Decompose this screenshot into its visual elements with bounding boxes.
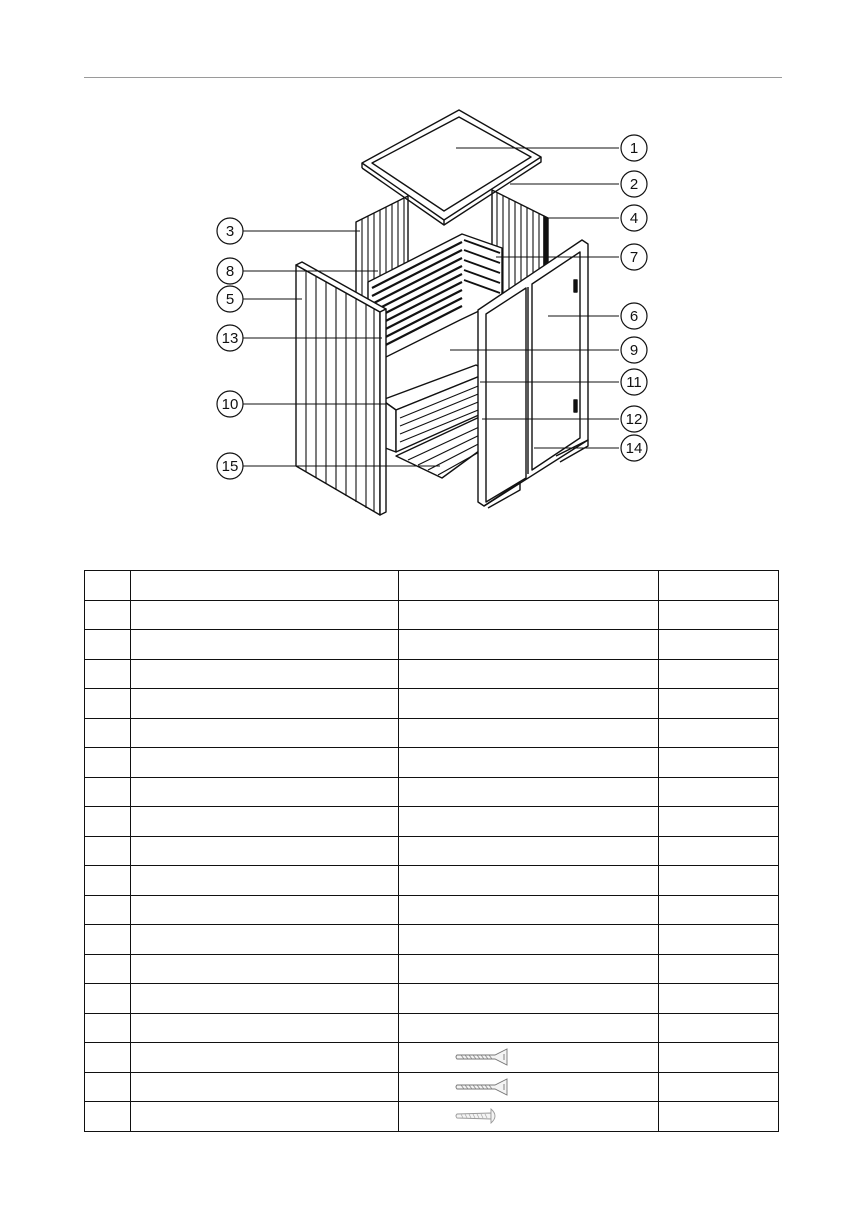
table-cell — [659, 984, 779, 1014]
table-cell — [85, 1013, 131, 1043]
table-cell — [659, 1013, 779, 1043]
table-cell — [659, 630, 779, 660]
table-cell — [85, 748, 131, 778]
table-cell — [399, 807, 659, 837]
table-cell — [659, 600, 779, 630]
table-cell — [659, 895, 779, 925]
table-cell — [85, 1043, 131, 1073]
table-cell — [131, 866, 399, 896]
table-cell — [131, 895, 399, 925]
table-cell — [85, 777, 131, 807]
table-cell — [131, 925, 399, 955]
callout-13: 13 — [221, 330, 239, 347]
table-cell — [131, 659, 399, 689]
table-cell — [659, 954, 779, 984]
table-cell — [131, 836, 399, 866]
table-row — [85, 1013, 779, 1043]
table-row — [85, 925, 779, 955]
table-cell — [399, 1102, 659, 1132]
table-row — [85, 895, 779, 925]
table-row — [85, 866, 779, 896]
table-cell — [131, 718, 399, 748]
table-cell — [399, 689, 659, 719]
table-cell — [399, 1013, 659, 1043]
table-cell — [85, 954, 131, 984]
table-row — [85, 836, 779, 866]
table-cell — [399, 571, 659, 601]
table-cell — [399, 748, 659, 778]
callout-12: 12 — [625, 411, 643, 428]
table-cell — [659, 1072, 779, 1102]
table-cell — [399, 925, 659, 955]
table-cell — [85, 866, 131, 896]
table-cell — [399, 600, 659, 630]
table-cell — [399, 954, 659, 984]
countersunk-screw-icon — [399, 1077, 658, 1097]
table-row — [85, 600, 779, 630]
callout-9: 9 — [629, 342, 639, 359]
table-cell — [131, 630, 399, 660]
table-row — [85, 777, 779, 807]
table-cell — [659, 718, 779, 748]
table-cell — [659, 1102, 779, 1132]
table-row — [85, 984, 779, 1014]
table-cell — [131, 1072, 399, 1102]
table-cell — [399, 1043, 659, 1073]
table-cell — [399, 836, 659, 866]
table-row — [85, 807, 779, 837]
table-cell — [659, 836, 779, 866]
table-row — [85, 748, 779, 778]
callout-4: 4 — [629, 210, 639, 227]
table-cell — [131, 777, 399, 807]
table-cell — [85, 659, 131, 689]
table-cell — [659, 925, 779, 955]
table-row — [85, 1072, 779, 1102]
table-cell — [659, 689, 779, 719]
table-cell — [131, 748, 399, 778]
table-row — [85, 630, 779, 660]
callout-15: 15 — [221, 458, 239, 475]
table-cell — [131, 984, 399, 1014]
table-row — [85, 718, 779, 748]
table-cell — [659, 659, 779, 689]
table-cell — [659, 807, 779, 837]
callout-7: 7 — [629, 249, 639, 266]
table-cell — [131, 1013, 399, 1043]
callout-2: 2 — [629, 176, 639, 193]
table-row — [85, 689, 779, 719]
table-cell — [659, 866, 779, 896]
callout-10: 10 — [221, 396, 239, 413]
table-cell — [85, 1072, 131, 1102]
pan-head-screw-icon — [399, 1106, 658, 1126]
table-cell — [399, 630, 659, 660]
table-cell — [131, 689, 399, 719]
table-cell — [131, 600, 399, 630]
countersunk-screw-icon — [399, 1047, 658, 1067]
table-cell — [131, 954, 399, 984]
table-cell — [659, 748, 779, 778]
callout-14: 14 — [625, 440, 643, 457]
table-cell — [399, 777, 659, 807]
table-cell — [399, 984, 659, 1014]
callout-8: 8 — [225, 263, 235, 280]
table-row — [85, 1043, 779, 1073]
table-row — [85, 1102, 779, 1132]
table-cell — [85, 807, 131, 837]
table-cell — [85, 836, 131, 866]
callout-5: 5 — [225, 291, 235, 308]
table-row — [85, 571, 779, 601]
callout-6: 6 — [629, 308, 639, 325]
table-cell — [399, 866, 659, 896]
table-cell — [131, 1043, 399, 1073]
table-cell — [85, 571, 131, 601]
table-cell — [85, 984, 131, 1014]
callout-1: 1 — [629, 140, 639, 157]
table-row — [85, 659, 779, 689]
callout-3: 3 — [225, 223, 235, 240]
table-cell — [131, 571, 399, 601]
exploded-assembly-diagram — [0, 0, 863, 560]
table-cell — [85, 895, 131, 925]
table-cell — [85, 1102, 131, 1132]
table-cell — [131, 807, 399, 837]
table-cell — [659, 777, 779, 807]
callout-11: 11 — [626, 374, 642, 391]
table-cell — [85, 689, 131, 719]
table-cell — [85, 925, 131, 955]
table-cell — [85, 600, 131, 630]
table-cell — [399, 895, 659, 925]
table-cell — [659, 571, 779, 601]
table-row — [85, 954, 779, 984]
table-cell — [659, 1043, 779, 1073]
table-cell — [85, 718, 131, 748]
table-cell — [85, 630, 131, 660]
parts-table — [84, 570, 779, 1132]
table-cell — [399, 718, 659, 748]
table-cell — [399, 1072, 659, 1102]
table-cell — [399, 659, 659, 689]
table-cell — [131, 1102, 399, 1132]
